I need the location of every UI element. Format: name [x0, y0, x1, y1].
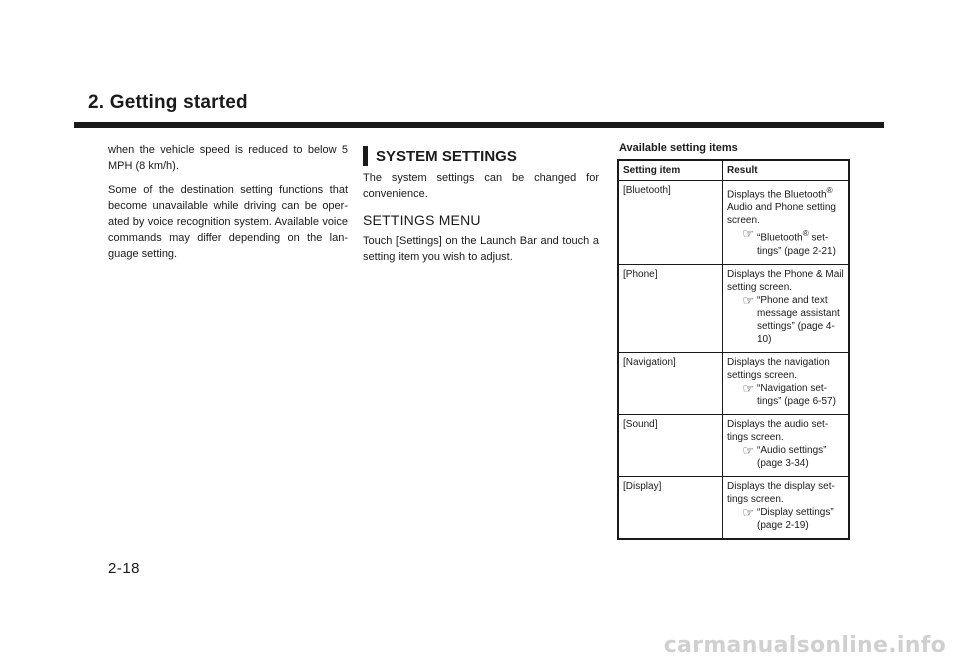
setting-item: [Display]	[619, 477, 723, 538]
header-result: Result	[727, 165, 758, 176]
paragraph: when the vehicle speed is reduced to below 5 MPH (8 km/h).	[108, 144, 348, 172]
result-cell	[723, 415, 848, 476]
section-marker	[363, 146, 368, 166]
reference-pointer-icon: ☞	[742, 380, 754, 396]
result-text: Displays the Phone & Mail setting screen.	[727, 268, 844, 293]
paragraph: Some of the destination setting functions that become unavailable while driving can be oper-ated by voice recognition system. Available voice commands may differ depending on the lan-guage setting.	[108, 184, 348, 260]
reference-text: “Audio settings” (page 3-34)	[757, 444, 827, 469]
result-cell	[723, 181, 848, 264]
result-cell	[723, 477, 848, 538]
page-reference[interactable]	[727, 294, 844, 346]
header-rule	[74, 122, 884, 128]
setting-item: [Sound]	[619, 415, 723, 476]
page-reference[interactable]	[727, 444, 844, 470]
chapter-title: 2. Getting started	[88, 92, 248, 113]
result-text: Displays the Bluetooth® Audio and Phone setting screen.	[727, 185, 836, 227]
instruction-paragraph: Touch [Settings] on the Launch Bar and touch a setting item you wish to adjust.	[363, 235, 599, 263]
section-heading	[363, 146, 599, 166]
page-reference[interactable]	[727, 382, 844, 408]
intro-paragraph: The system settings can be changed for convenience.	[363, 172, 599, 200]
column-left	[108, 142, 348, 270]
result-text: Displays the navigation settings screen.	[727, 356, 830, 381]
settings-menu-subheading: SETTINGS MENU	[363, 212, 481, 228]
header-setting-item: Setting item	[619, 161, 723, 180]
reference-text: “Bluetooth® set-tings” (page 2-21)	[757, 228, 836, 257]
result-cell	[723, 265, 848, 352]
page-number: 2-18	[108, 560, 141, 577]
result-text: Displays the audio set-tings screen.	[727, 418, 829, 443]
setting-item: [Navigation]	[619, 353, 723, 414]
page-reference[interactable]	[727, 227, 844, 257]
reference-pointer-icon: ☞	[742, 504, 754, 520]
reference-text: “Navigation set-tings” (page 6-57)	[757, 382, 836, 407]
table-row	[619, 264, 848, 352]
settings-table	[617, 159, 850, 540]
watermark: carmanualsonline.info	[663, 633, 946, 658]
section-title: SYSTEM SETTINGS	[376, 147, 517, 165]
page-reference[interactable]	[727, 506, 844, 532]
reference-text: “Phone and text message assistant settings” (page 4-10)	[757, 294, 840, 345]
table-row	[619, 352, 848, 414]
reference-text: “Display settings” (page 2-19)	[757, 506, 834, 531]
table-row	[619, 414, 848, 476]
table-row	[619, 180, 848, 264]
setting-item: [Phone]	[619, 265, 723, 352]
setting-item: [Bluetooth]	[619, 181, 723, 264]
table-row	[619, 476, 848, 538]
column-middle	[363, 170, 599, 265]
table-header-row	[619, 161, 848, 180]
reference-pointer-icon: ☞	[742, 442, 754, 458]
table-heading: Available setting items	[619, 142, 738, 154]
result-cell	[723, 353, 848, 414]
result-text: Displays the display set-tings screen.	[727, 480, 835, 505]
reference-pointer-icon: ☞	[742, 226, 754, 242]
reference-pointer-icon: ☞	[742, 292, 754, 308]
